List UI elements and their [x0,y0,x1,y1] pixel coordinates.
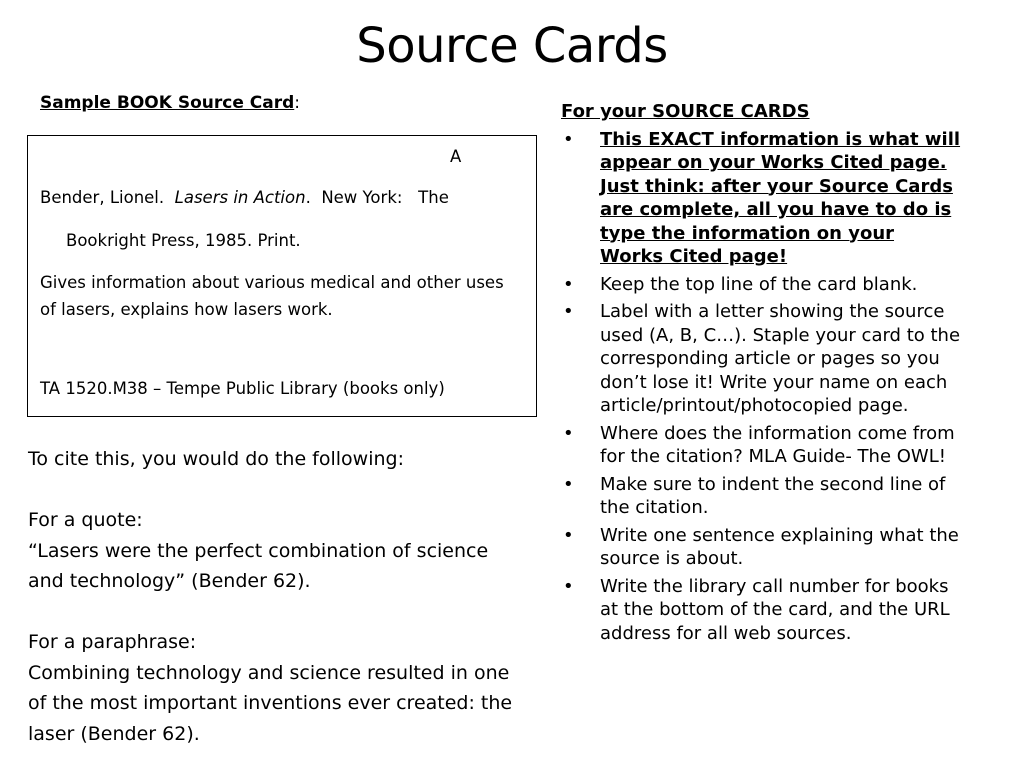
citation-author: Bender, Lionel. [40,188,175,207]
citation-book-title: Lasers in Action [174,188,306,207]
citation-publisher-start: . New York: The [305,188,449,207]
bullet-icon: • [563,422,574,444]
instruction-item: • Write the library call number for books at the bottom of the card, and the URL address for all web sources. [563,575,950,644]
instruction-item: • Label with a letter showing the source used (A, B, C…). Staple your card to the corresponding article or pages so you don’t lose it! Write your name on each article/printout/photocopied page. [563,301,961,416]
quote-example: “Lasers were the perfect combination of science and technology” (Bender 62). [28,539,489,592]
paraphrase-example: Combining technology and science resulted in one of the most important inventions ever created: the laser (Bender 62). [28,661,513,745]
card-summary: Gives information about various medical and other uses of lasers, explains how lasers work. [40,273,504,319]
slide-title: Source Cards [356,18,668,74]
card-source-letter: A [450,147,462,166]
bullet-icon: • [563,473,574,495]
card-call-number: TA 1520.M38 – Tempe Public Library (books only) [40,379,445,398]
sample-card-label-colon: : [294,93,300,113]
card-citation-line-2: Bookright Press, 1985. Print. [66,231,301,250]
citation-examples [28,444,528,749]
instruction-item: • This EXACT information is what will appear on your Works Cited page. Just think: after your Source Cards are complete, all you have to do is type the information on your Works Cited page! [563,128,961,267]
quote-heading: For a quote: [28,509,143,531]
sample-source-card [27,135,537,417]
bullet-icon: • [563,273,574,295]
bullet-icon: • [563,301,574,322]
citation-intro: To cite this, you would do the following: [28,448,404,470]
bullet-icon: • [563,128,574,150]
instruction-item: • Where does the information come from for the citation? MLA Guide- The OWL! [563,422,955,467]
instructions-list [561,128,961,646]
sample-card-label-text: Sample BOOK Source Card [40,93,295,113]
card-citation-line-1 [40,188,449,207]
instruction-item: • Keep the top line of the card blank. [563,273,918,295]
instruction-item: • Make sure to indent the second line of the citation. [563,473,946,518]
instructions-heading: For your SOURCE CARDS [561,101,810,122]
paraphrase-heading: For a paraphrase: [28,631,197,653]
bullet-icon: • [563,575,574,597]
instruction-item: • Write one sentence explaining what the source is about. [563,524,959,569]
sample-card-label [40,93,300,113]
bullet-icon: • [563,524,574,546]
source-card-instructions [561,100,961,649]
